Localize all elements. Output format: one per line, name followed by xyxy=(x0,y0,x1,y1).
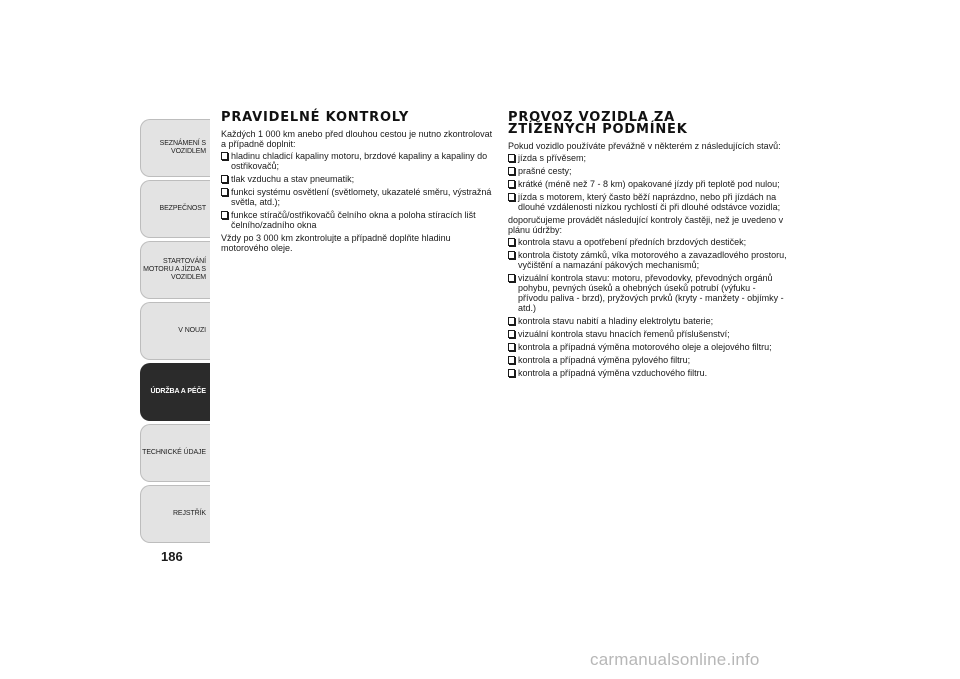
list-item: jízda s přívěsem; xyxy=(508,153,788,163)
checklist xyxy=(221,151,493,230)
section-title: PRAVIDELNÉ KONTROLY xyxy=(221,110,410,125)
tab-seznameni-s-vozidlem[interactable] xyxy=(140,119,210,177)
tab-technicke-udaje[interactable] xyxy=(140,424,210,482)
page-number: 186 xyxy=(161,549,183,564)
tab-label: V NOUZI xyxy=(178,327,206,334)
list-item: funkce stíračů/ostřikovačů čelního okna a poloha stíracích lišt čelního/zadního okna xyxy=(221,210,493,230)
list-item: kontrola a případná výměna pylového filtru; xyxy=(508,355,788,365)
tab-label: BEZPEČNOST xyxy=(159,205,206,212)
list-item: kontrola stavu nabití a hladiny elektrolytu baterie; xyxy=(508,316,788,326)
list-item: vizuální kontrola stavu: motoru, převodovky, převodných orgánů pohybu, pevných úseků a ohebných úseků potrubí (výfuku - přívodu paliva - brzd), pryžových prvků (kryty - manžety - objímky - atd.) xyxy=(508,273,788,313)
list-item: kontrola a případná výměna vzduchového filtru. xyxy=(508,368,788,378)
tab-udrzba-a-pece[interactable] xyxy=(140,363,210,421)
list-item: krátké (méně než 7 - 8 km) opakované jízdy při teplotě pod nulou; xyxy=(508,179,788,189)
tab-label: TECHNICKÉ ÚDAJE xyxy=(142,449,206,456)
tab-label: ÚDRŽBA A PÉČE xyxy=(150,388,206,395)
list-item: prašné cesty; xyxy=(508,166,788,176)
checks-list xyxy=(508,237,788,378)
tab-label: STARTOVÁNÍ MOTORU A JÍZDA S VOZIDLEM xyxy=(143,258,206,281)
chapter-tabs xyxy=(140,119,210,546)
tab-v-nouzi[interactable] xyxy=(140,302,210,360)
list-item: kontrola a případná výměna motorového oleje a olejového filtru; xyxy=(508,342,788,352)
section-intro: Pokud vozidlo používáte převážně v některém z následujících stavů: xyxy=(508,141,781,151)
section-provoz-ztizene-podminky xyxy=(508,112,788,381)
section-outro: Vždy po 3 000 km zkontrolujte a případně doplňte hladinu motorového oleje. xyxy=(221,233,451,253)
list-item: tlak vzduchu a stav pneumatik; xyxy=(221,174,493,184)
list-item: kontrola čistoty zámků, víka motorového a zavazadlového prostoru, vyčištění a namazání pákových mechanismů; xyxy=(508,250,788,270)
section-title: PROVOZ VOZIDLA ZA ZTÍŽENÝCH PODMÍNEK xyxy=(508,110,688,137)
list-item: jízda s motorem, který často běží naprázdno, nebo při jízdách na dlouhé vzdálenosti nízkou rychlostí či při dlouhé odstávce vozidla; xyxy=(508,192,788,212)
list-item: vizuální kontrola stavu hnacích řemenů příslušenství; xyxy=(508,329,788,339)
tab-rejstrik[interactable] xyxy=(140,485,210,543)
list-item: funkci systému osvětlení (světlomety, ukazatelé směru, výstražná světla, atd.); xyxy=(221,187,493,207)
section-pravidelne-kontroly xyxy=(221,112,493,255)
tab-bezpecnost[interactable] xyxy=(140,180,210,238)
watermark-logo: carmanualsonline.info xyxy=(590,650,760,669)
list-item: hladinu chladicí kapaliny motoru, brzdové kapaliny a kapaliny do ostřikovačů; xyxy=(221,151,493,171)
section-intro: Každých 1 000 km anebo před dlouhou cestou je nutno zkontrolovat a případně doplnit: xyxy=(221,129,493,149)
conditions-list xyxy=(508,153,788,212)
recommendation-text: doporučujeme provádět následující kontroly častěji, než je uvedeno v plánu údržby: xyxy=(508,215,784,235)
list-item: kontrola stavu a opotřebení předních brzdových destiček; xyxy=(508,237,788,247)
tab-startovani-motoru[interactable] xyxy=(140,241,210,299)
tab-label: REJSTŘÍK xyxy=(172,510,206,517)
tab-label: SEZNÁMENÍ S VOZIDLEM xyxy=(159,140,206,155)
